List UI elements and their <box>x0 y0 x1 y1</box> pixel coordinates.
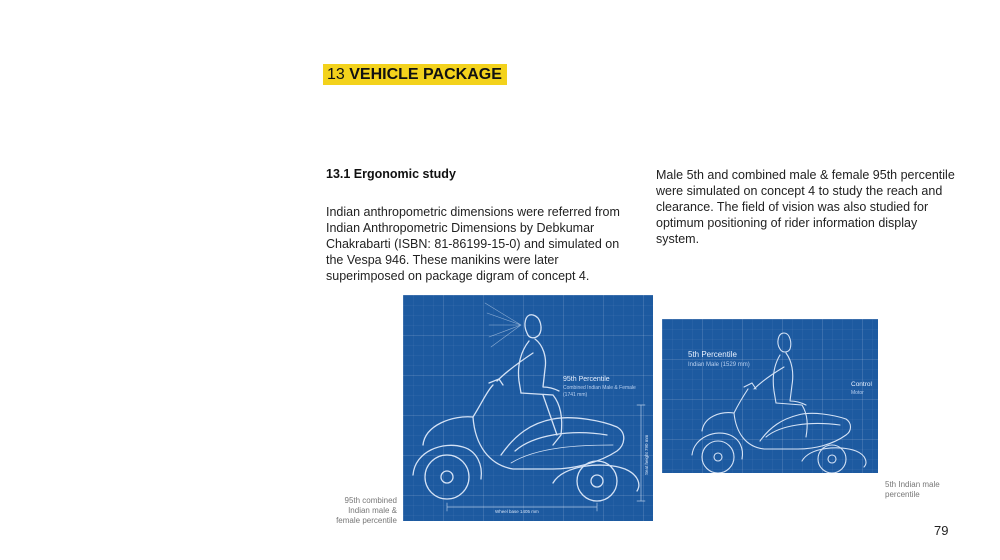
percentile-label: 5th Percentile <box>688 350 737 359</box>
seat-height-label: Seat height 790 mm <box>644 434 649 475</box>
scooter-blueprint-icon <box>662 319 878 473</box>
percentile-sub-label: Indian Male (1529 mm) <box>688 362 750 368</box>
page-number: 79 <box>934 523 949 538</box>
blueprint-5th-percentile <box>662 319 878 473</box>
section-name: VEHICLE PACKAGE <box>349 66 502 83</box>
control-label: Control <box>851 381 872 388</box>
simulation-paragraph: Male 5th and combined male & female 95th percentile were simulated on concept 4 to study the reach and clearance. The field of vision was also studied for optimum positioning of rider information display system. <box>656 168 955 246</box>
percentile-label: 95th Percentile <box>563 376 610 383</box>
subsection-title: 13.1 Ergonomic study <box>326 167 456 181</box>
scooter-blueprint-icon <box>403 295 653 521</box>
control-sub-label: Motor <box>851 390 864 396</box>
caption-5th: 5th Indian male percentile <box>885 480 940 499</box>
percentile-sub-label: Combined Indian Male & Female <box>563 385 636 391</box>
blueprint-95th-percentile <box>403 295 653 521</box>
section-title <box>323 64 507 85</box>
percentile-height-label: (1741 mm) <box>563 392 588 398</box>
section-number: 13 <box>327 66 345 83</box>
wheelbase-label: Wheel base 1405 mm <box>495 509 539 514</box>
intro-paragraph: Indian anthropometric dimensions were referred from Indian Anthropometric Dimensions by Debkumar Chakrabarti (ISBN: 81-86199-15-0) and simulated on the Vespa 946. These manikins were later superimposed on package digram of concept 4. <box>326 205 620 283</box>
caption-95th: 95th combined Indian male & female percentile <box>336 496 397 525</box>
